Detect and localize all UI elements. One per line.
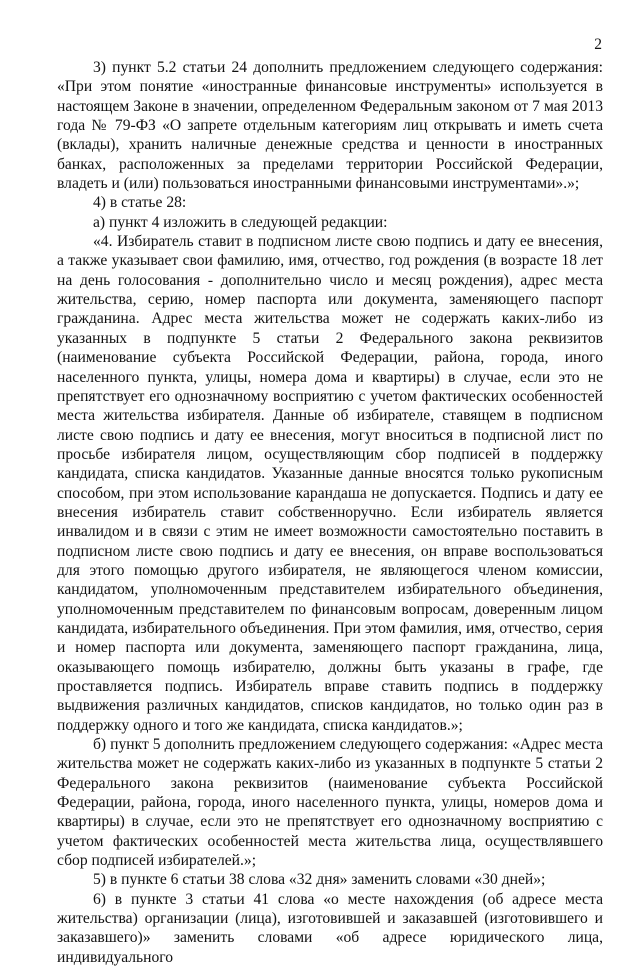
paragraph-item-3: 3) пункт 5.2 статьи 24 дополнить предложением следующего содержания: «При этом понятие «иностранные финансовые инструменты» используется в настоящем Законе в значении, определенном Федеральным законом от 7 мая 2013 года № 79-ФЗ «О запрете отдельным категориям лиц открывать и иметь счета (вклады), хранить наличные денежные средства и ценности в иностранных банках, расположенных за пределами территории Российской Федерации, владеть и (или) пользоваться иностранными финансовыми инструментами».»; xyxy=(57,59,603,193)
paragraph-item-4: 4) в статье 28: xyxy=(93,194,187,212)
document-body xyxy=(57,58,603,967)
page-number: 2 xyxy=(594,36,602,53)
paragraph-item-5: 5) в пункте 6 статьи 38 слова «32 дня» заменить словами «30 дней»; xyxy=(93,871,546,889)
paragraph-item-4a: а) пункт 4 изложить в следующей редакции: xyxy=(93,213,388,231)
paragraph-item-6: 6) в пункте 3 статьи 41 слова «о месте нахождения (об адресе места жительства) организации (лица), изготовившей и заказавшей (изготовившего и заказавшего)» заменить словами «об адресе юридического лица, индивидуального xyxy=(57,890,603,966)
paragraph-item-4b: б) пункт 5 дополнить предложением следующего содержания: «Адрес места жительства может не содержать каких-либо из указанных в подпункте 5 статьи 2 Федерального закона реквизитов (наименование субъекта Российской Федерации, района, города, иного населенного пункта, улицы, номеров дома и квартиры) в случае, если это не препятствует его однозначному восприятию с учетом фактических особенностей места жительства лица, осуществлявшего сбор подписей избирателей.»; xyxy=(57,736,603,870)
paragraph-point-4-text: «4. Избиратель ставит в подписном листе свою подпись и дату ее внесения, а также указывает свои фамилию, имя, отчество, год рождения (в возрасте 18 лет на день голосования - дополнительно число и месяц рождения), адрес места жительства, серию, номер паспорта или документа, заменяющего паспорт гражданина. Адрес места жительства может не содержать каких-либо из указанных в подпункте 5 статьи 2 Федерального закона реквизитов (наименование субъекта Российской Федерации, района, города, иного населенного пункта, улицы, номера дома и квартиры) в случае, если это не препятствует его однозначному восприятию с учетом фактических особенностей места жительства избирателя. Данные об избирателе, ставящем в подписном листе свою подпись и дату ее внесения, могут вноситься в подписной лист по просьбе избирателя лицом, осуществляющим сбор подписей в поддержку кандидата, списка кандидатов. Указанные данные вносятся только рукописным способом, при этом использование карандаша не допускается. Подпись и дату ее внесения избиратель ставит собственноручно. Если избиратель является инвалидом и в связи с этим не имеет возможности самостоятельно поставить в подписном листе свою подпись и дату ее внесения, он вправе воспользоваться для этого помощью другого избирателя, не являющегося членом комиссии, кандидатом, уполномоченным представителем избирательного объединения, уполномоченным представителем по финансовым вопросам, доверенным лицом кандидата, избирательного объединения. При этом фамилия, имя, отчество, серия и номер паспорта или документа, заменяющего паспорт гражданина, лица, оказывающего помощь избирателю, должны быть указаны в графе, где проставляется подпись. Избиратель вправе ставить подпись в поддержку выдвижения различных кандидатов, списков кандидатов, но только один раз в поддержку одного и того же кандидата, списка кандидатов.»; xyxy=(57,233,603,734)
